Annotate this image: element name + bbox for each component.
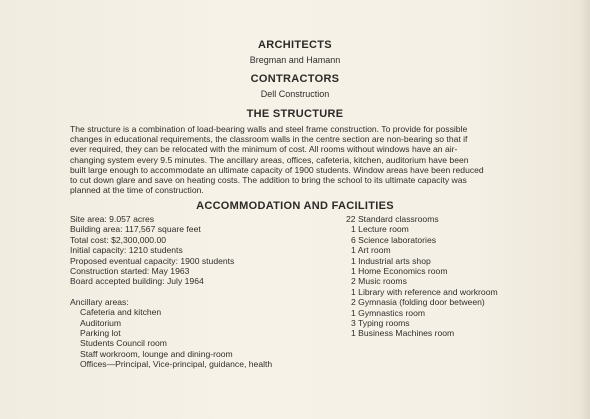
room-line: 1 Home Economics room bbox=[351, 266, 448, 277]
stat-line: Site area: 9.057 acres bbox=[70, 214, 155, 224]
room-line: 2 Gymnasia (folding door between) bbox=[351, 297, 485, 308]
stat-line: Building area: 117,567 square feet bbox=[70, 224, 201, 235]
rooms-column bbox=[346, 214, 498, 339]
stat-line: Total cost: $2,300,000.00 bbox=[70, 234, 167, 245]
structure-line: planned at the time of construction. bbox=[70, 185, 204, 196]
structure-paragraph bbox=[70, 124, 525, 195]
ancillary-item: Auditorium bbox=[80, 317, 122, 328]
architects-name: Bregman and Hamann bbox=[249, 55, 341, 65]
stat-line: Initial capacity: 1210 students bbox=[70, 245, 183, 256]
contractors-name: Dell Construction bbox=[260, 89, 330, 99]
ancillary-item: Offices—Principal, Vice-principal, guidance, health bbox=[80, 359, 273, 370]
ancillary-item: Cafeteria and kitchen bbox=[80, 307, 162, 318]
structure-line: The structure is a combination of load-bearing walls and steel frame construction. To provide for possible bbox=[70, 124, 468, 134]
room-line: 6 Science laboratories bbox=[351, 234, 437, 245]
building-stats-column bbox=[70, 214, 272, 370]
stat-line: Board accepted building: July 1964 bbox=[70, 276, 204, 287]
room-line: 1 Library with reference and workroom bbox=[351, 286, 498, 297]
room-line: 1 Industrial arts shop bbox=[351, 255, 431, 266]
spacer bbox=[70, 287, 272, 297]
room-line: 3 Typing rooms bbox=[351, 318, 410, 329]
room-line: 1 Business Machines room bbox=[351, 328, 455, 339]
structure-line: built large enough to accommodate an ultimate capacity of 1900 students. Window areas have been reduced bbox=[70, 164, 484, 175]
room-line: 2 Music rooms bbox=[351, 276, 407, 287]
room-line: 1 Lecture room bbox=[351, 224, 409, 235]
stat-line: Construction started: May 1963 bbox=[70, 266, 190, 277]
structure-heading: THE STRUCTURE bbox=[246, 108, 344, 120]
ancillary-item: Parking lot bbox=[80, 328, 121, 339]
structure-line: changes in educational requirements, the classroom walls in the centre section are non-bearing so that if bbox=[70, 134, 468, 145]
structure-line: changing system every 9.5 minutes. The ancillary areas, offices, cafeteria, kitchen, auditorium have been bbox=[70, 154, 469, 165]
ancillary-label: Ancillary areas: bbox=[70, 296, 129, 307]
ancillary-item: Students Council room bbox=[80, 338, 167, 349]
accommodation-heading: ACCOMMODATION AND FACILITIES bbox=[196, 200, 394, 212]
architects-heading: ARCHITECTS bbox=[258, 39, 332, 51]
room-line: 1 Art room bbox=[351, 245, 391, 256]
room-line: 1 Gymnastics room bbox=[351, 307, 426, 318]
structure-line: ever required, they can be relocated with the minimum of cost. All rooms without windows have an air- bbox=[70, 144, 458, 155]
stat-line: Proposed eventual capacity: 1900 students bbox=[70, 255, 235, 266]
structure-line: to cut down glare and save on heating costs. The addition to bring the school to its ultimate capacity was bbox=[70, 175, 467, 186]
room-line: 22 Standard classrooms bbox=[346, 214, 439, 224]
contractors-heading: CONTRACTORS bbox=[250, 73, 340, 85]
ancillary-item: Staff workroom, lounge and dining-room bbox=[80, 348, 233, 359]
